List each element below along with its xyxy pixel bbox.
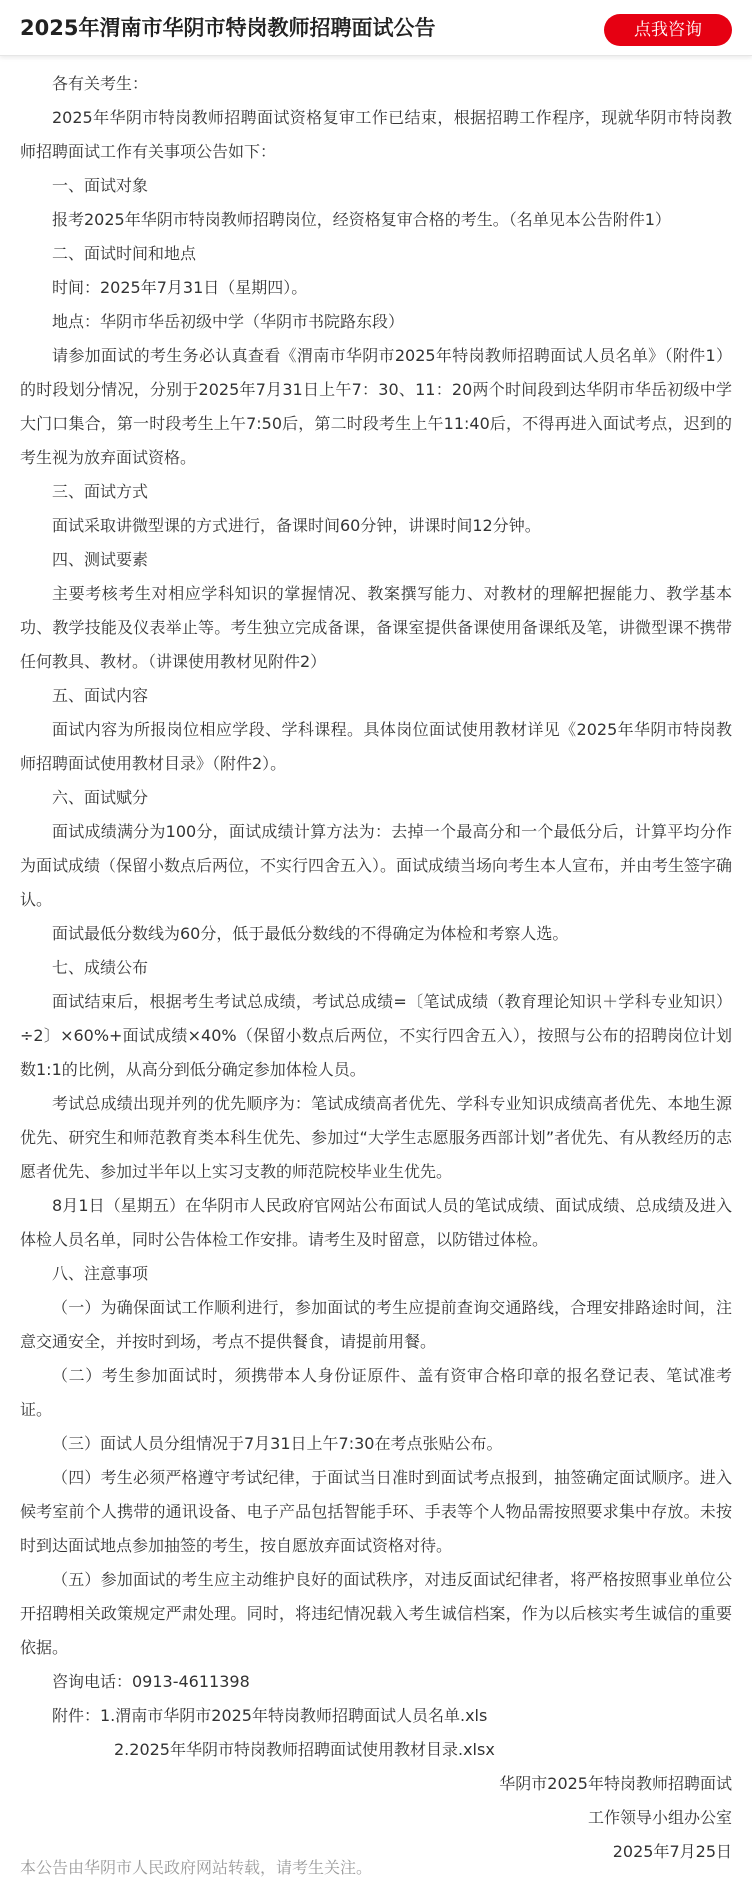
greeting: 各有关考生： [52,74,149,93]
paragraph: 主要考核考生对相应学科知识的掌握情况、教案撰写能力、对教材的理解把握能力、教学基本功、教学技能及仪表举止等。考生独立完成备课，备课室提供备课使用备课纸及笔，讲微型课不携带任何教具、教材。（讲课使用教材见附件2） [20,584,732,671]
section-heading: 四、测试要素 [52,550,149,569]
paragraph: （二）考生参加面试时，须携带本人身份证原件、盖有资审合格印章的报名登记表、笔试准考证。 [20,1366,732,1419]
paragraph: 请参加面试的考生务必认真查看《渭南市华阴市2025年特岗教师招聘面试人员名单》（附件1）的时段划分情况，分别于2025年7月31日上午7：30、11：20两个时间段到达华阴市华岳初级中学大门口集合，第一时段考生上午7:50后，第二时段考生上午11:40后，不得再进入面试考点，迟到的考生视为放弃面试资格。 [20,346,732,467]
attachment-link-1[interactable]: 附件：1.渭南市华阴市2025年特岗教师招聘面试人员名单.xls [52,1706,488,1725]
paragraph: 地点：华阴市华岳初级中学（华阴市书院路东段） [52,312,405,331]
intro-paragraph: 2025年华阴市特岗教师招聘面试资格复审工作已结束，根据招聘工作程序，现就华阴市特岗教师招聘面试工作有关事项公告如下： [20,108,732,161]
paragraph: （四）考生必须严格遵守考试纪律，于面试当日准时到面试考点报到，抽签确定面试顺序。进入候考室前个人携带的通讯设备、电子产品包括智能手环、手表等个人物品需按照要求集中存放。未按时到达面试地点参加抽签的考生，按自愿放弃面试资格对待。 [20,1468,732,1555]
paragraph: （五）参加面试的考生应主动维护良好的面试秩序，对违反面试纪律者，将严格按照事业单位公开招聘相关政策规定严肃处理。同时，将违纪情况载入考生诚信档案，作为以后核实考生诚信的重要依据。 [20,1570,732,1657]
paragraph: 面试最低分数线为60分，低于最低分数线的不得确定为体检和考察人选。 [52,924,569,943]
footer-partial-text: 本公告由华阴市人民政府网站转载，请考生关注。 [20,1858,373,1877]
page-title: 2025年渭南市华阴市特岗教师招聘面试公告 [20,16,436,40]
article-body [20,67,732,1869]
paragraph: 面试采取讲微型课的方式进行，备课时间60分钟，讲课时间12分钟。 [52,516,541,535]
paragraph: 时间：2025年7月31日（星期四）。 [52,278,308,297]
section-heading: 一、面试对象 [52,176,149,195]
signature-org-line2: 工作领导小组办公室 [587,1808,732,1827]
paragraph: 面试成绩满分为100分，面试成绩计算方法为：去掉一个最高分和一个最低分后，计算平均分作为面试成绩（保留小数点后两位，不实行四舍五入）。面试成绩当场向考生本人宣布，并由考生签字确认。 [20,822,733,909]
consult-button[interactable]: 点我咨询 [604,14,732,46]
paragraph: 面试内容为所报岗位相应学段、学科课程。具体岗位面试使用教材详见《2025年华阴市特岗教师招聘面试使用教材目录》（附件2）。 [20,720,732,773]
section-heading: 五、面试内容 [52,686,149,705]
paragraph: （三）面试人员分组情况于7月31日上午7:30在考点张贴公布。 [52,1434,503,1453]
attachment-link-2[interactable]: 2.2025年华阴市特岗教师招聘面试使用教材目录.xlsx [114,1740,495,1759]
section-heading: 六、面试赋分 [52,788,149,807]
section-heading: 七、成绩公布 [52,958,149,977]
contact-phone: 咨询电话：0913-4611398 [52,1672,250,1691]
signature-org-line1: 华阴市2025年特岗教师招聘面试 [499,1774,732,1793]
paragraph: 面试结束后，根据考生考试总成绩，考试总成绩=〔笔试成绩（教育理论知识＋学科专业知识）÷2〕×60%+面试成绩×40%（保留小数点后两位，不实行四舍五入），按照与公布的招聘岗位计划数1:1的比例，从高分到低分确定参加体检人员。 [20,992,732,1079]
paragraph: （一）为确保面试工作顺利进行，参加面试的考生应提前查询交通路线，合理安排路途时间，注意交通安全，并按时到场，考点不提供餐食，请提前用餐。 [20,1298,732,1351]
section-heading: 八、注意事项 [52,1264,149,1283]
section-heading: 三、面试方式 [52,482,149,501]
section-heading: 二、面试时间和地点 [52,244,197,263]
signature-date: 2025年7月25日 [612,1842,732,1861]
paragraph: 报考2025年华阴市特岗教师招聘岗位，经资格复审合格的考生。（名单见本公告附件1） [52,210,671,229]
paragraph: 8月1日（星期五）在华阴市人民政府官网站公布面试人员的笔试成绩、面试成绩、总成绩及进入体检人员名单，同时公告体检工作安排。请考生及时留意，以防错过体检。 [20,1196,732,1249]
paragraph: 考试总成绩出现并列的优先顺序为：笔试成绩高者优先、学科专业知识成绩高者优先、本地生源优先、研究生和师范教育类本科生优先、参加过“大学生志愿服务西部计划”者优先、有从教经历的志愿者优先、参加过半年以上实习支教的师范院校毕业生优先。 [20,1094,732,1181]
page-header [0,0,752,56]
